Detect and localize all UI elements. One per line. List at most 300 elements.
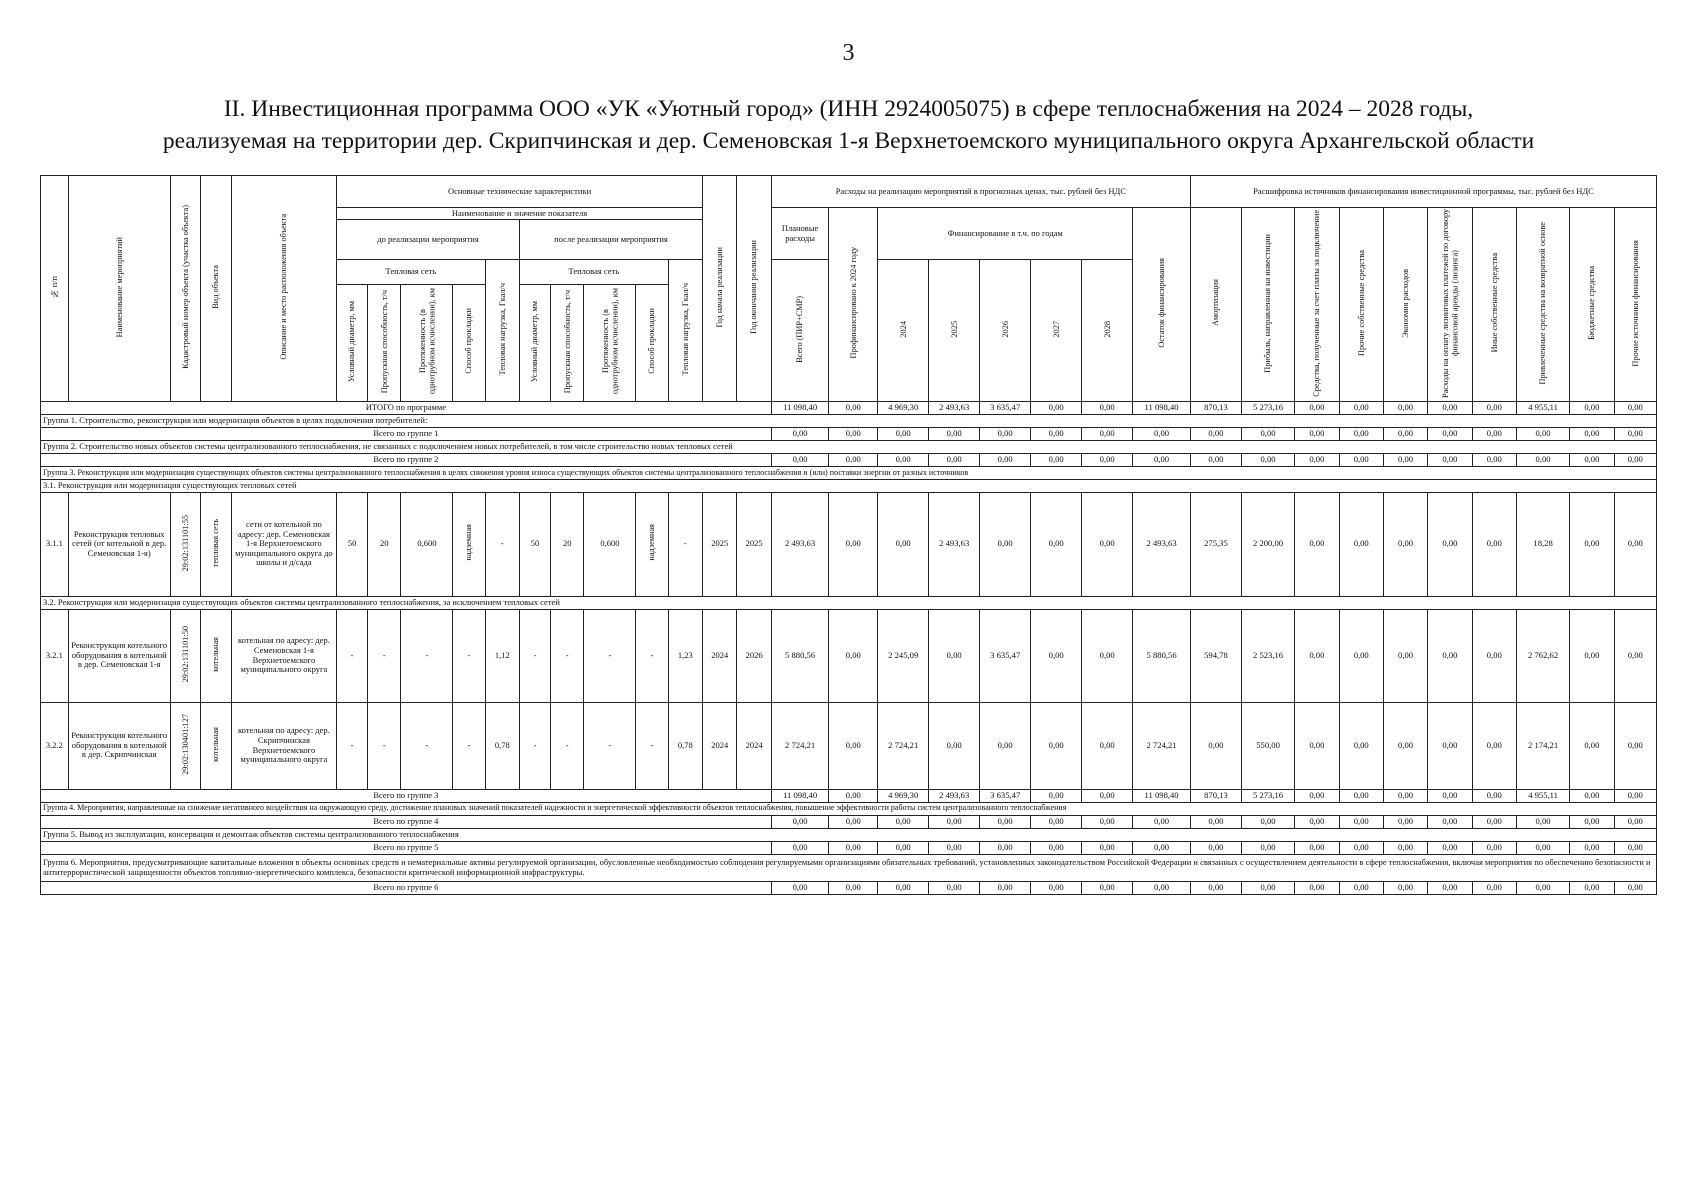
cell-rows-item321-values-15: 2 762,62	[1516, 609, 1569, 702]
cell-headers-sources-2: Средства, полученные за счет платы за подключение	[1312, 209, 1322, 397]
header-length-after	[584, 284, 636, 401]
cell-rows-item322-description: котельная по адресу: дер. Скрипчинская Верхнетоемского муниципального округа	[231, 702, 336, 789]
cell-rows-item311-description: сети от котельной по адресу: дер. Семеновская 1-я Верхнетоемского муниципального округа до школы и д/сада	[231, 492, 336, 596]
header-heat-load-after	[668, 260, 702, 402]
cell-rows-total5-values-16: 0,00	[1570, 841, 1614, 854]
cell-headers-start-year: Год начала реализации	[715, 246, 725, 328]
header-indicator-group: Наименование и значение показателя	[337, 208, 703, 220]
cell-headers-total: Всего (ПИР+СМР)	[795, 295, 805, 363]
item-3-2-1-row	[41, 609, 1657, 702]
cell-rows-item311-values-12: 0,00	[1383, 492, 1427, 596]
header-year-2027	[1031, 260, 1082, 402]
header-source-3	[1339, 208, 1383, 402]
cell-rows-item322-type: котельная	[211, 726, 221, 762]
cell-rows-group5: Группа 5. Вывод из эксплуатации, консервация и демонтаж объектов системы централизованного теплоснабжения	[41, 828, 1657, 841]
cell-rows-item321-values-14: 0,00	[1472, 609, 1516, 702]
cell-rows-program-total-values-3: 2 493,63	[929, 401, 980, 414]
cell-rows-program-total-values-13: 0,00	[1428, 401, 1472, 414]
program-total-row	[41, 401, 1657, 414]
cell-rows-total4-values-17: 0,00	[1614, 815, 1656, 828]
header-end-year	[737, 176, 771, 402]
cell-headers-diameter: Условный диаметр, мм	[530, 300, 540, 382]
cell-rows-item311-values-3: 2 493,63	[929, 492, 980, 596]
cell-rows-item322-before-1: -	[368, 702, 401, 789]
cell-rows-item321-type: котельная	[211, 636, 221, 672]
group-5-row	[41, 828, 1657, 841]
cell-rows-total1-values-0: 0,00	[771, 427, 829, 440]
cell-rows-total3-values-11: 0,00	[1339, 789, 1383, 802]
cell-headers-prefinanced: Профинансировано к 2024 году	[848, 247, 858, 359]
cell-rows-total4-values-6: 0,00	[1082, 815, 1133, 828]
cell-headers-years-0: 2024	[898, 320, 908, 338]
cell-headers-sources-5: Расходы на оплату лизинговых платежей по договору финансовой аренды (лизинга)	[1440, 208, 1459, 398]
cell-rows-total1-values-14: 0,00	[1472, 427, 1516, 440]
cell-headers-num: № п/п	[49, 275, 59, 299]
group-3-total-row	[41, 789, 1657, 802]
cell-rows-item311-before-4: -	[485, 492, 519, 596]
cell-rows-group4: Группа 4. Мероприятия, направленные на снижение негативного воздействия на окружающую среду, достижение плановых значений показателей надежности и энергетической эффективности объектов теплоснабжения, повышение эффективности работы систем централизованного теплоснабжения	[41, 802, 1657, 815]
cell-rows-item321-before-4: 1,12	[485, 609, 519, 702]
cell-rows-total2-values-3: 0,00	[929, 453, 980, 466]
cell-rows-total3-values-0: 11 098,40	[771, 789, 829, 802]
cell-rows-total5-values-15: 0,00	[1516, 841, 1569, 854]
cell-rows-item311-values-15: 18,28	[1516, 492, 1569, 596]
cell-rows-total2-values-0: 0,00	[771, 453, 829, 466]
header-year-2028	[1082, 260, 1133, 402]
cell-rows-item311-values-17: 0,00	[1614, 492, 1656, 596]
cell-rows-total3-values-9: 5 273,16	[1241, 789, 1294, 802]
cell-rows-item311-values-6: 0,00	[1082, 492, 1133, 596]
cell-headers-sources-1: Прибыль, направленная на инвестиции	[1263, 233, 1273, 373]
cell-headers-years-3: 2027	[1051, 320, 1061, 338]
cell-rows-item321-values-13: 0,00	[1428, 609, 1472, 702]
cell-rows-item311-cadastral: 29:02:131101:55	[180, 514, 190, 571]
cell-rows-item321-values-1: 0,00	[829, 609, 878, 702]
cell-rows-item311-after-3: надземная	[647, 524, 657, 562]
cell-rows-item321-start: 2024	[703, 609, 737, 702]
cell-headers-sources-0: Амортизация	[1211, 279, 1221, 327]
cell-rows-item322-values-2: 2 724,21	[878, 702, 929, 789]
cell-rows-total1-values-5: 0,00	[1031, 427, 1082, 440]
cell-rows-total6-label: Всего по группе 6	[41, 881, 772, 894]
cell-rows-item321-after-4: 1,23	[668, 609, 702, 702]
cell-headers-years-4: 2028	[1102, 320, 1112, 338]
cell-rows-total6-values-11: 0,00	[1339, 881, 1383, 894]
cell-rows-total4-values-8: 0,00	[1190, 815, 1241, 828]
cell-rows-total5-values-1: 0,00	[829, 841, 878, 854]
cell-rows-total5-values-6: 0,00	[1082, 841, 1133, 854]
cell-rows-total6-values-14: 0,00	[1472, 881, 1516, 894]
cell-rows-program-total-values-0: 11 098,40	[771, 401, 829, 414]
cell-rows-program-total-values-12: 0,00	[1383, 401, 1427, 414]
cell-rows-total5-values-4: 0,00	[980, 841, 1031, 854]
cell-rows-item322-values-12: 0,00	[1383, 702, 1427, 789]
cell-rows-total4-values-9: 0,00	[1241, 815, 1294, 828]
header-capacity-after	[551, 284, 584, 401]
cell-rows-total3-values-6: 0,00	[1082, 789, 1133, 802]
cell-rows-item311-after-1: 20	[551, 492, 584, 596]
cell-headers-length: Протяженность (в однотрубном исчислении), км	[417, 288, 436, 395]
header-planned: Плановые расходы	[771, 208, 829, 260]
cell-rows-total4-values-3: 0,00	[929, 815, 980, 828]
cell-rows-item322-values-7: 2 724,21	[1133, 702, 1191, 789]
header-type	[200, 176, 231, 402]
cell-rows-total1-values-12: 0,00	[1383, 427, 1427, 440]
cell-headers-sources-7: Привлеченные средства на возвратной основе	[1538, 221, 1548, 385]
cell-rows-item321-values-2: 2 245,09	[878, 609, 929, 702]
cell-rows-total3-values-15: 4 955,11	[1516, 789, 1569, 802]
subgroup-3-1-row	[41, 479, 1657, 492]
cell-rows-total1-values-9: 0,00	[1241, 427, 1294, 440]
group-3-row	[41, 466, 1657, 479]
cell-rows-item322-values-11: 0,00	[1339, 702, 1383, 789]
cell-headers-sources-9: Прочие источники финансирования	[1630, 239, 1640, 367]
cell-rows-program-total-values-5: 0,00	[1031, 401, 1082, 414]
cell-rows-total6-values-0: 0,00	[771, 881, 829, 894]
cell-rows-item322-values-5: 0,00	[1031, 702, 1082, 789]
header-diameter-before	[337, 284, 368, 401]
cell-rows-item311-after-4: -	[668, 492, 702, 596]
cell-rows-item321-cadastral: 29:02:131101:50	[180, 626, 190, 683]
cell-headers-laying: Способ прокладки	[464, 308, 474, 375]
cell-headers-heat-load: Тепловая нагрузка, Гкал/ч	[497, 282, 507, 376]
cell-rows-total1-values-17: 0,00	[1614, 427, 1656, 440]
cell-rows-total2-values-9: 0,00	[1241, 453, 1294, 466]
cell-rows-item321-values-9: 2 523,16	[1241, 609, 1294, 702]
cell-rows-item311-values-7: 2 493,63	[1133, 492, 1191, 596]
cell-rows-total3-values-14: 0,00	[1472, 789, 1516, 802]
cell-rows-item321-after-2: -	[584, 609, 636, 702]
cell-rows-total3-values-17: 0,00	[1614, 789, 1656, 802]
cell-rows-item311-values-10: 0,00	[1295, 492, 1339, 596]
cell-rows-total5-values-2: 0,00	[878, 841, 929, 854]
cell-rows-total2-values-1: 0,00	[829, 453, 878, 466]
cell-rows-total1-values-16: 0,00	[1570, 427, 1614, 440]
cell-rows-total4-values-2: 0,00	[878, 815, 929, 828]
cell-rows-total2-values-11: 0,00	[1339, 453, 1383, 466]
cell-rows-item321-after-3: -	[636, 609, 668, 702]
cell-rows-program-total-values-7: 11 098,40	[1133, 401, 1191, 414]
header-capacity-before	[368, 284, 401, 401]
cell-rows-total1-label: Всего по группе 1	[41, 427, 772, 440]
cell-rows-item311-values-8: 275,35	[1190, 492, 1241, 596]
cell-rows-item321-after-1: -	[551, 609, 584, 702]
table-cell	[170, 609, 200, 702]
cell-rows-total6-values-8: 0,00	[1190, 881, 1241, 894]
cell-rows-item321-before-1: -	[368, 609, 401, 702]
cell-rows-sub32: 3.2. Реконструкция или модернизация существующих объектов системы централизованного теплоснабжения, за исключением тепловых сетей	[41, 596, 1657, 609]
cell-rows-item321-before-0: -	[337, 609, 368, 702]
cell-headers-years-2: 2026	[1000, 320, 1010, 338]
cell-rows-total3-values-10: 0,00	[1295, 789, 1339, 802]
header-diameter-after	[520, 284, 551, 401]
cell-rows-item311-type: тепловая сеть	[211, 518, 221, 567]
header-year-2024	[878, 260, 929, 402]
header-length-before	[401, 284, 453, 401]
cell-rows-total6-values-1: 0,00	[829, 881, 878, 894]
cell-headers-heat-load: Тепловая нагрузка, Гкал/ч	[680, 282, 690, 376]
cell-headers-diameter: Условный диаметр, мм	[347, 300, 357, 382]
cell-rows-total6-values-17: 0,00	[1614, 881, 1656, 894]
cell-rows-item311-values-11: 0,00	[1339, 492, 1383, 596]
cell-rows-program-total-values-10: 0,00	[1295, 401, 1339, 414]
cell-rows-item321-name: Реконструкция котельного оборудования в котельной в дер. Семеновская 1-я	[68, 609, 170, 702]
cell-rows-total3-values-8: 870,13	[1190, 789, 1241, 802]
header-after: после реализации мероприятия	[520, 220, 703, 260]
cell-rows-item322-after-1: -	[551, 702, 584, 789]
cell-rows-item321-before-2: -	[401, 609, 453, 702]
cell-rows-item311-values-13: 0,00	[1428, 492, 1472, 596]
cell-rows-program-total-values-8: 870,13	[1190, 401, 1241, 414]
cell-rows-program-total-values-11: 0,00	[1339, 401, 1383, 414]
cell-rows-item311-before-1: 20	[368, 492, 401, 596]
cell-rows-item322-values-6: 0,00	[1082, 702, 1133, 789]
investment-program-table	[40, 175, 1657, 895]
cell-rows-item321-end: 2026	[737, 609, 771, 702]
cell-rows-item321-values-16: 0,00	[1570, 609, 1614, 702]
header-laying-after	[636, 284, 668, 401]
cell-rows-total5-values-7: 0,00	[1133, 841, 1191, 854]
cell-rows-item322-values-3: 0,00	[929, 702, 980, 789]
cell-rows-total1-values-4: 0,00	[980, 427, 1031, 440]
table-cell	[453, 492, 485, 596]
cell-rows-total4-values-15: 0,00	[1516, 815, 1569, 828]
cell-rows-program-total-values-6: 0,00	[1082, 401, 1133, 414]
cell-rows-total3-values-7: 11 098,40	[1133, 789, 1191, 802]
cell-rows-total3-label: Всего по группе 3	[41, 789, 772, 802]
header-heat-net-before: Тепловая сеть	[337, 260, 486, 285]
cell-rows-item321-after-0: -	[520, 609, 551, 702]
cell-rows-item311-before-2: 0,600	[401, 492, 453, 596]
cell-rows-total1-values-13: 0,00	[1428, 427, 1472, 440]
subgroup-3-2-row	[41, 596, 1657, 609]
page-number: 3	[842, 40, 855, 66]
cell-rows-sub31: 3.1. Реконструкция или модернизация существующих тепловых сетей	[41, 479, 1657, 492]
cell-rows-group1: Группа 1. Строительство, реконструкция или модернизация объектов в целях подключения потребителей:	[41, 414, 1657, 427]
header-source-8	[1570, 208, 1614, 402]
cell-rows-total5-label: Всего по группе 5	[41, 841, 772, 854]
cell-rows-group3: Группа 3. Реконструкция или модернизация существующих объектов системы централизованного теплоснабжения в целях снижения уровня износа существующих объектов системы централизованного теплоснабжения и (или) поставки энергии от разных источников	[41, 466, 1657, 479]
cell-rows-total1-values-11: 0,00	[1339, 427, 1383, 440]
table-cell	[200, 609, 231, 702]
group-2-row	[41, 440, 1657, 453]
header-source-5	[1428, 208, 1472, 402]
cell-rows-total2-values-6: 0,00	[1082, 453, 1133, 466]
cell-rows-total1-values-10: 0,00	[1295, 427, 1339, 440]
cell-rows-item322-after-3: -	[636, 702, 668, 789]
cell-rows-item311-name: Реконструкция тепловых сетей (от котельной в дер. Семеновская 1-я)	[68, 492, 170, 596]
cell-rows-item322-start: 2024	[703, 702, 737, 789]
cell-rows-total1-values-3: 0,00	[929, 427, 980, 440]
header-sources-group: Расшифровка источников финансирования инвестиционной программы, тыс. рублей без НДС	[1190, 176, 1656, 208]
cell-rows-total3-values-13: 0,00	[1428, 789, 1472, 802]
cell-rows-total6-values-13: 0,00	[1428, 881, 1472, 894]
cell-rows-item321-values-10: 0,00	[1295, 609, 1339, 702]
cell-rows-total4-values-14: 0,00	[1472, 815, 1516, 828]
cell-rows-item311-num: 3.1.1	[41, 492, 69, 596]
cell-rows-item311-start: 2025	[703, 492, 737, 596]
table-cell	[170, 702, 200, 789]
cell-rows-total2-values-14: 0,00	[1472, 453, 1516, 466]
cell-rows-item322-name: Реконструкция котельного оборудования в котельной в дер. Скрипчинская	[68, 702, 170, 789]
cell-rows-program-total-label: ИТОГО по программе	[41, 401, 772, 414]
cell-rows-total2-values-10: 0,00	[1295, 453, 1339, 466]
cell-rows-total3-values-5: 0,00	[1031, 789, 1082, 802]
header-source-1	[1241, 208, 1294, 402]
header-before: до реализации мероприятия	[337, 220, 520, 260]
cell-rows-item322-values-17: 0,00	[1614, 702, 1656, 789]
cell-headers-sources-6: Иные собственные средства	[1489, 253, 1499, 353]
cell-rows-item311-after-2: 0,600	[584, 492, 636, 596]
cell-rows-total6-values-6: 0,00	[1082, 881, 1133, 894]
cell-rows-item321-before-3: -	[453, 609, 485, 702]
cell-rows-total3-values-2: 4 969,30	[878, 789, 929, 802]
cell-rows-program-total-values-1: 0,00	[829, 401, 878, 414]
cell-headers-years-1: 2025	[949, 320, 959, 338]
cell-rows-total4-values-4: 0,00	[980, 815, 1031, 828]
header-source-9	[1614, 208, 1656, 402]
cell-rows-item322-before-4: 0,78	[485, 702, 519, 789]
cell-rows-item311-before-0: 50	[337, 492, 368, 596]
cell-rows-item322-after-0: -	[520, 702, 551, 789]
cell-rows-total2-values-4: 0,00	[980, 453, 1031, 466]
cell-rows-item321-values-3: 0,00	[929, 609, 980, 702]
header-description	[231, 176, 336, 402]
cell-rows-item321-num: 3.2.1	[41, 609, 69, 702]
header-heat-net-after: Тепловая сеть	[520, 260, 669, 285]
header-start-year	[703, 176, 737, 402]
group-6-row	[41, 854, 1657, 881]
title-line-2: реализуемая на территории дер. Скрипчинская и дер. Семеновская 1-я Верхнетоемского муниципального округа Архангельской области	[162, 128, 1535, 154]
title-line-1: II. Инвестиционная программа ООО «УК «Уютный город» (ИНН 2924005075) в сфере теплоснабжения на 2024 – 2028 годы,	[223, 96, 1474, 122]
cell-rows-item321-values-8: 594,78	[1190, 609, 1241, 702]
cell-rows-program-total-values-14: 0,00	[1472, 401, 1516, 414]
header-heat-load-before	[485, 260, 519, 402]
cell-rows-total1-values-7: 0,00	[1133, 427, 1191, 440]
cell-rows-item311-values-16: 0,00	[1570, 492, 1614, 596]
cell-rows-total2-values-16: 0,00	[1570, 453, 1614, 466]
cell-rows-total5-values-12: 0,00	[1383, 841, 1427, 854]
document-title	[40, 93, 1657, 157]
cell-rows-total5-values-13: 0,00	[1428, 841, 1472, 854]
cell-rows-item322-values-9: 550,00	[1241, 702, 1294, 789]
cell-rows-total6-values-2: 0,00	[878, 881, 929, 894]
group-1-total-row	[41, 427, 1657, 440]
header-tech-group: Основные технические характеристики	[337, 176, 703, 208]
cell-rows-total2-values-15: 0,00	[1516, 453, 1569, 466]
header-costs-group: Расходы на реализацию мероприятий в прогнозных ценах, тыс. рублей без НДС	[771, 176, 1190, 208]
cell-rows-total6-values-4: 0,00	[980, 881, 1031, 894]
cell-rows-item322-values-8: 0,00	[1190, 702, 1241, 789]
cell-headers-end-year: Год окончания реализации	[749, 240, 759, 334]
cell-rows-total4-values-12: 0,00	[1383, 815, 1427, 828]
cell-rows-item322-values-1: 0,00	[829, 702, 878, 789]
cell-rows-item321-values-5: 0,00	[1031, 609, 1082, 702]
header-name	[68, 176, 170, 402]
header-total	[771, 260, 829, 402]
cell-rows-group2: Группа 2. Строительство новых объектов системы централизованного теплоснабжения, не связанных с подключением новых потребителей, в том числе строительство новых тепловых сетей	[41, 440, 1657, 453]
cell-headers-description: Описание и место расположения объекта	[279, 214, 289, 360]
cell-rows-total5-values-11: 0,00	[1339, 841, 1383, 854]
cell-rows-total2-values-7: 0,00	[1133, 453, 1191, 466]
cell-headers-balance: Остаток финансирования	[1156, 258, 1166, 348]
cell-rows-item322-values-14: 0,00	[1472, 702, 1516, 789]
cell-rows-item322-before-0: -	[337, 702, 368, 789]
cell-rows-total5-values-3: 0,00	[929, 841, 980, 854]
cell-rows-program-total-values-17: 0,00	[1614, 401, 1656, 414]
cell-rows-item321-values-0: 5 880,56	[771, 609, 829, 702]
cell-rows-total6-values-7: 0,00	[1133, 881, 1191, 894]
header-num	[41, 176, 69, 402]
group-6-total-row	[41, 881, 1657, 894]
cell-rows-total1-values-8: 0,00	[1190, 427, 1241, 440]
cell-rows-item322-values-4: 0,00	[980, 702, 1031, 789]
cell-headers-sources-3: Прочие собственные средства	[1356, 250, 1366, 356]
cell-rows-item322-values-10: 0,00	[1295, 702, 1339, 789]
header-source-0	[1190, 208, 1241, 402]
table-cell	[636, 492, 668, 596]
cell-rows-item322-values-16: 0,00	[1570, 702, 1614, 789]
cell-rows-total5-values-0: 0,00	[771, 841, 829, 854]
cell-rows-total6-values-9: 0,00	[1241, 881, 1294, 894]
cell-rows-item322-after-4: 0,78	[668, 702, 702, 789]
cell-rows-total2-values-13: 0,00	[1428, 453, 1472, 466]
cell-rows-item321-values-11: 0,00	[1339, 609, 1383, 702]
header-financing-by-year: Финансирование в т.ч. по годам	[878, 208, 1133, 260]
cell-rows-item311-values-14: 0,00	[1472, 492, 1516, 596]
cell-rows-total3-values-12: 0,00	[1383, 789, 1427, 802]
cell-rows-total3-values-4: 3 635,47	[980, 789, 1031, 802]
cell-headers-type: Вид объекта	[211, 265, 221, 309]
cell-rows-group6: Группа 6. Мероприятия, предусматривающие капитальные вложения в объекты основных средств и нематериальные активы регулируемой организации, обусловленные необходимостью соблюдения регулируемыми организациями обязательных требований, установленных законодательством Российской Федерации и связанных с осуществлением деятельности в сфере теплоснабжения, включая мероприятия по обеспечению безопасности и антитеррористической защищенности объектов топливно-энергетического комплекса, безопасности критической информационной инфраструктуры.	[41, 854, 1657, 881]
cell-rows-total2-values-8: 0,00	[1190, 453, 1241, 466]
header-source-2	[1295, 208, 1339, 402]
cell-rows-item321-values-4: 3 635,47	[980, 609, 1031, 702]
cell-rows-program-total-values-2: 4 969,30	[878, 401, 929, 414]
cell-rows-item322-values-15: 2 174,21	[1516, 702, 1569, 789]
cell-rows-item321-values-7: 5 880,56	[1133, 609, 1191, 702]
cell-rows-item321-values-17: 0,00	[1614, 609, 1656, 702]
cell-rows-total6-values-16: 0,00	[1570, 881, 1614, 894]
header-source-4	[1383, 208, 1427, 402]
cell-rows-item322-before-3: -	[453, 702, 485, 789]
cell-rows-total3-values-3: 2 493,63	[929, 789, 980, 802]
group-4-row	[41, 802, 1657, 815]
cell-headers-sources-8: Бюджетные средства	[1587, 266, 1597, 340]
cell-rows-total2-label: Всего по группе 2	[41, 453, 772, 466]
cell-headers-cadastral: Кадастровый номер объекта (участка объекта)	[180, 205, 190, 369]
cell-rows-item322-cadastral: 29:02:130401:127	[180, 713, 190, 775]
cell-rows-total4-values-10: 0,00	[1295, 815, 1339, 828]
cell-rows-item311-values-0: 2 493,63	[771, 492, 829, 596]
cell-rows-item321-description: котельная по адресу: дер. Семеновская 1-я Верхнетоемского муниципального округа	[231, 609, 336, 702]
cell-rows-total5-values-10: 0,00	[1295, 841, 1339, 854]
header-source-7	[1516, 208, 1569, 402]
cell-rows-total1-values-2: 0,00	[878, 427, 929, 440]
cell-headers-sources-4: Экономия расходов	[1400, 268, 1410, 338]
cell-rows-total4-values-0: 0,00	[771, 815, 829, 828]
cell-rows-program-total-values-4: 3 635,47	[980, 401, 1031, 414]
cell-rows-total5-values-8: 0,00	[1190, 841, 1241, 854]
cell-rows-program-total-values-9: 5 273,16	[1241, 401, 1294, 414]
cell-rows-item322-values-13: 0,00	[1428, 702, 1472, 789]
table-cell	[170, 492, 200, 596]
group-1-row	[41, 414, 1657, 427]
cell-rows-program-total-values-16: 0,00	[1570, 401, 1614, 414]
group-5-total-row	[41, 841, 1657, 854]
cell-rows-item321-values-6: 0,00	[1082, 609, 1133, 702]
cell-rows-total5-values-17: 0,00	[1614, 841, 1656, 854]
